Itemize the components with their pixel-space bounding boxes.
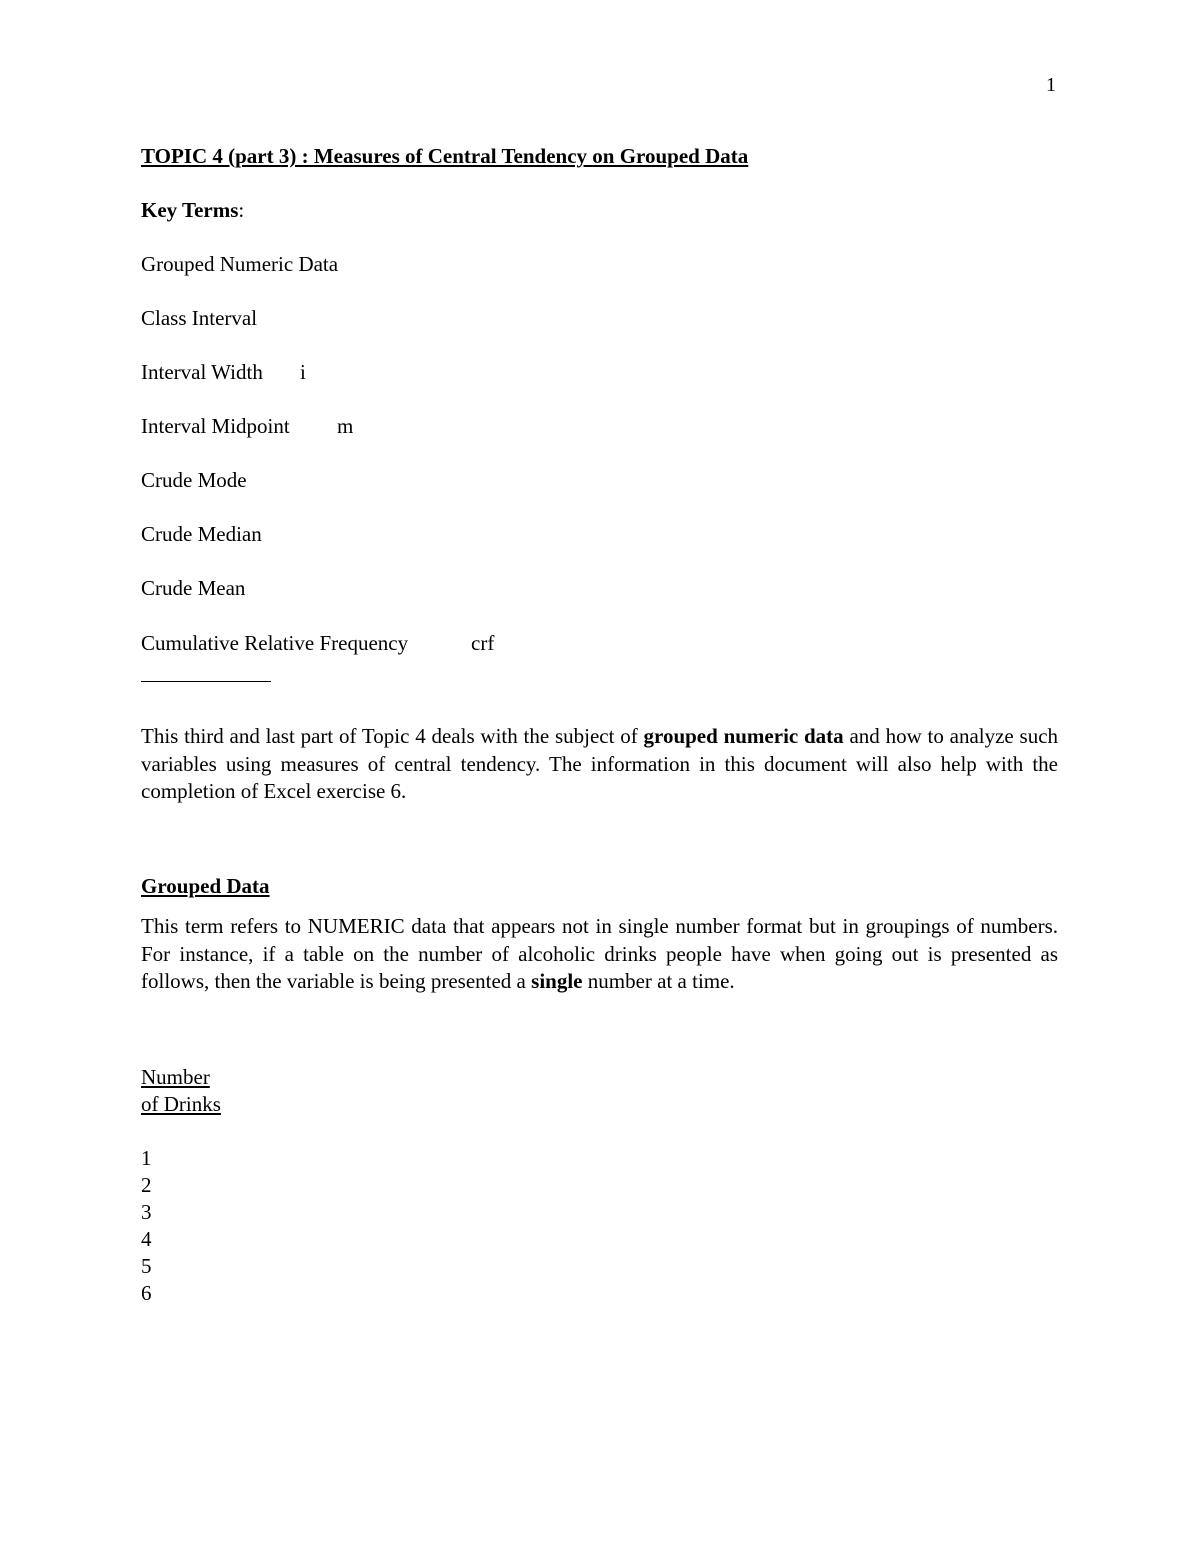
key-term-label: Crude Mean [141,576,246,600]
key-term-item [141,576,245,601]
key-terms-heading [141,198,244,223]
key-term-item [141,631,495,656]
list-item: 2 [141,1173,152,1197]
drinks-column-header [141,1064,221,1118]
drinks-header-line: Number [141,1065,210,1089]
key-term-label: Class Interval [141,306,258,330]
list-item: 6 [141,1281,152,1305]
key-term-label: Interval Width [141,360,263,384]
document-title: TOPIC 4 (part 3) : Measures of Central Tendency on Grouped Data [141,144,749,168]
key-term-item [141,414,354,439]
list-item: 5 [141,1254,152,1278]
key-term-abbreviation: i [300,360,306,384]
section-heading-grouped-data: Grouped Data [141,874,270,898]
key-term-item [141,468,247,493]
grouped-data-text-part: This term refers to NUMERIC data that appears not in single number format but in groupings of numbers. For instance, if a table on the number of alcoholic drinks people have when going out is presented as follows, then the variable is being presented a [141,914,1058,993]
key-term-label: Cumulative Relative Frequency [141,631,409,655]
intro-paragraph [141,723,1058,806]
grouped-data-text-part: number at a time. [582,969,735,993]
key-term-label: Crude Median [141,522,262,546]
key-term-item [141,252,338,277]
key-term-item [141,306,257,331]
intro-text-part: This third and last part of Topic 4 deals with the subject of [141,724,644,748]
key-terms-label: Key Terms [141,198,239,222]
key-term-abbreviation: m [337,414,354,438]
key-term-abbreviation: crf [471,631,495,655]
list-item: 1 [141,1146,152,1170]
key-terms-colon: : [238,198,245,222]
list-item: 4 [141,1227,152,1251]
grouped-data-emphasis: single [531,969,583,993]
key-term-label: Grouped Numeric Data [141,252,339,276]
drinks-header-line: of Drinks [141,1092,221,1116]
separator-line [141,681,271,682]
key-term-item [141,522,262,547]
page-number: 1 [1046,74,1056,96]
intro-emphasis: grouped numeric data [643,724,844,748]
key-term-label: Crude Mode [141,468,247,492]
key-term-item [141,360,306,385]
grouped-data-paragraph [141,913,1058,996]
list-item: 3 [141,1200,152,1224]
intro-text-part: and how to analyze such variables using measures of central tendency. The information in this document will also help with the completion of Excel exercise 6. [141,724,1059,803]
drinks-value-list [141,1145,152,1307]
key-term-label: Interval Midpoint [141,414,290,438]
